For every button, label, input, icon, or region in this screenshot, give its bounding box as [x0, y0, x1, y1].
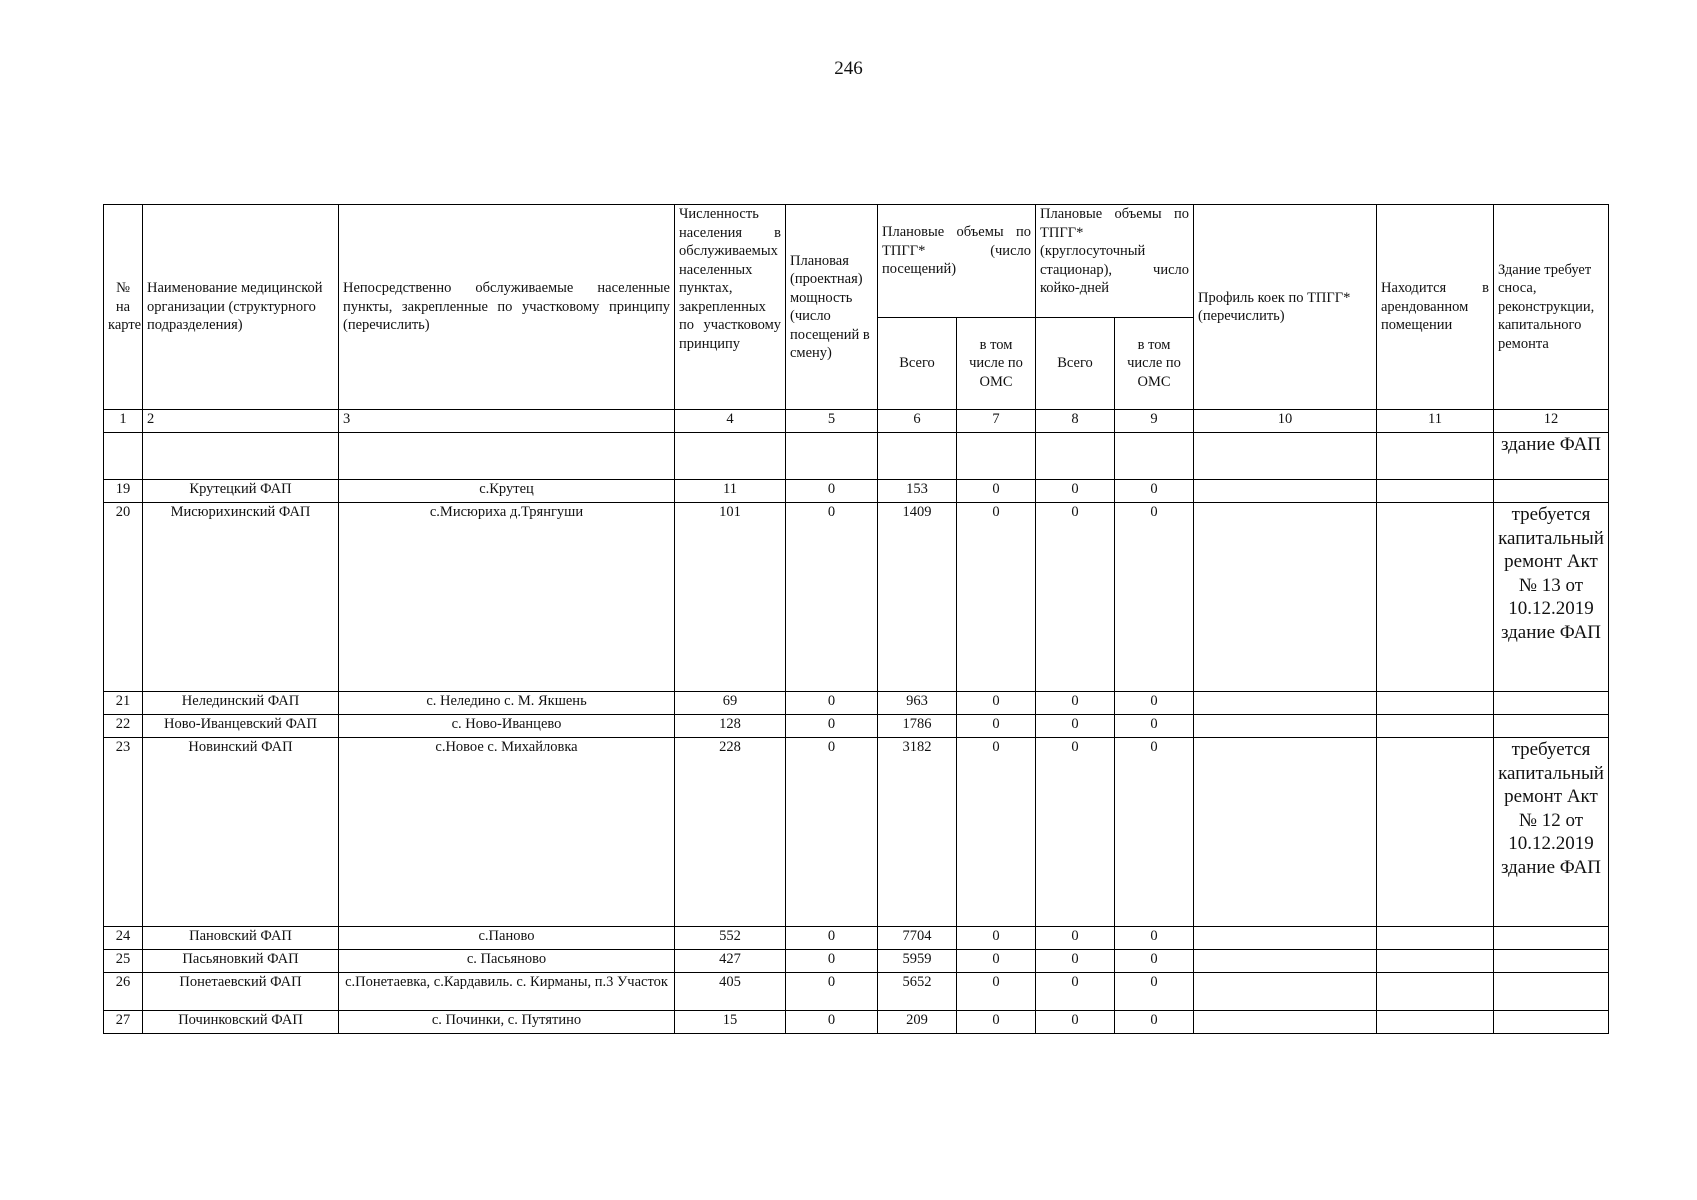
bed-profile	[1194, 927, 1377, 950]
column-number: 12	[1494, 410, 1609, 433]
visits-oms: 0	[957, 950, 1036, 973]
building-status-note	[1494, 480, 1609, 503]
building-status-note	[1494, 715, 1609, 738]
capacity: 0	[786, 1011, 878, 1034]
page-number: 246	[834, 58, 863, 79]
header-settlements: Непосредственно обслуживаемые населенные пункты, закрепленные по участковому принципу (перечислить)	[339, 205, 675, 410]
visits-oms: 0	[957, 715, 1036, 738]
population: 128	[675, 715, 786, 738]
beds-oms: 0	[1115, 950, 1194, 973]
population: 228	[675, 738, 786, 927]
table-row	[104, 950, 1609, 973]
column-number: 6	[878, 410, 957, 433]
table-row	[104, 927, 1609, 950]
beds-oms: 0	[1115, 480, 1194, 503]
capacity: 0	[786, 973, 878, 1011]
header-capacity: Плановая (проектная) мощность (число посещений в смену)	[786, 205, 878, 410]
rented	[1377, 715, 1494, 738]
organization-name: Нелединский ФАП	[143, 692, 339, 715]
header-visits-group: Плановые объемы по ТПГГ* (число посещений)	[878, 205, 1036, 318]
capacity: 0	[786, 950, 878, 973]
rented	[1377, 692, 1494, 715]
capacity: 0	[786, 480, 878, 503]
population: 552	[675, 927, 786, 950]
map-number: 24	[104, 927, 143, 950]
visits-oms: 0	[957, 480, 1036, 503]
settlements: с.Мисюриха д.Трянгуши	[339, 503, 675, 692]
population: 101	[675, 503, 786, 692]
building-status-note: требуется капитальный ремонт Акт № 13 от 10.12.2019 здание ФАП	[1494, 503, 1609, 692]
settlements: с.Крутец	[339, 480, 675, 503]
beds-total: 0	[1036, 715, 1115, 738]
header-bed-profile: Профиль коек по ТПГГ* (перечислить)	[1194, 205, 1377, 410]
bed-profile	[1194, 480, 1377, 503]
header-building-status: Здание требует сноса, реконструкции, капитального ремонта	[1494, 205, 1609, 410]
beds-oms: 0	[1115, 692, 1194, 715]
bed-profile	[1194, 738, 1377, 927]
beds-total: 0	[1036, 973, 1115, 1011]
building-status-note	[1494, 950, 1609, 973]
organization-name: Пасьяновкий ФАП	[143, 950, 339, 973]
visits-oms: 0	[957, 973, 1036, 1011]
column-number: 10	[1194, 410, 1377, 433]
building-status-note	[1494, 927, 1609, 950]
beds-total: 0	[1036, 950, 1115, 973]
organization-name: Понетаевский ФАП	[143, 973, 339, 1011]
column-number: 3	[339, 410, 675, 433]
rented	[1377, 950, 1494, 973]
visits-total: 209	[878, 1011, 957, 1034]
capacity: 0	[786, 692, 878, 715]
settlements: с. Ново-Иванцево	[339, 715, 675, 738]
capacity: 0	[786, 503, 878, 692]
continuation-row	[104, 433, 1609, 480]
visits-oms: 0	[957, 927, 1036, 950]
bed-profile	[1194, 715, 1377, 738]
organization-name: Новинский ФАП	[143, 738, 339, 927]
column-number-row	[104, 410, 1609, 433]
bed-profile	[1194, 503, 1377, 692]
header-visits-oms: в том числе по ОМС	[957, 318, 1036, 410]
column-number: 7	[957, 410, 1036, 433]
beds-oms: 0	[1115, 973, 1194, 1011]
visits-oms: 0	[957, 738, 1036, 927]
rented	[1377, 927, 1494, 950]
building-status-note: здание ФАП	[1494, 433, 1609, 480]
building-status-note	[1494, 973, 1609, 1011]
visits-total: 5959	[878, 950, 957, 973]
capacity: 0	[786, 738, 878, 927]
capacity: 0	[786, 715, 878, 738]
map-number: 26	[104, 973, 143, 1011]
settlements: с. Неледино с. М. Якшень	[339, 692, 675, 715]
organization-name: Починковский ФАП	[143, 1011, 339, 1034]
beds-oms: 0	[1115, 503, 1194, 692]
header-visits-total: Всего	[878, 318, 957, 410]
population: 405	[675, 973, 786, 1011]
population: 11	[675, 480, 786, 503]
beds-oms: 0	[1115, 1011, 1194, 1034]
column-number: 2	[143, 410, 339, 433]
map-number: 23	[104, 738, 143, 927]
population: 15	[675, 1011, 786, 1034]
header-map-number: № на карте	[104, 205, 143, 410]
column-number: 11	[1377, 410, 1494, 433]
visits-oms: 0	[957, 692, 1036, 715]
map-number: 20	[104, 503, 143, 692]
organization-name: Крутецкий ФАП	[143, 480, 339, 503]
visits-oms: 0	[957, 1011, 1036, 1034]
rented	[1377, 1011, 1494, 1034]
beds-total: 0	[1036, 480, 1115, 503]
column-number: 8	[1036, 410, 1115, 433]
settlements: с.Паново	[339, 927, 675, 950]
header-organization: Наименование медицинской организации (структурного подразделения)	[143, 205, 339, 410]
visits-total: 3182	[878, 738, 957, 927]
beds-oms: 0	[1115, 715, 1194, 738]
map-number: 19	[104, 480, 143, 503]
beds-total: 0	[1036, 503, 1115, 692]
organization-name: Пановский ФАП	[143, 927, 339, 950]
table-row	[104, 973, 1609, 1011]
rented	[1377, 503, 1494, 692]
rented	[1377, 480, 1494, 503]
column-number: 1	[104, 410, 143, 433]
beds-total: 0	[1036, 692, 1115, 715]
bed-profile	[1194, 950, 1377, 973]
visits-oms: 0	[957, 503, 1036, 692]
bed-profile	[1194, 1011, 1377, 1034]
table-row	[104, 715, 1609, 738]
beds-total: 0	[1036, 738, 1115, 927]
header-beds-total: Всего	[1036, 318, 1115, 410]
organization-name: Мисюрихинский ФАП	[143, 503, 339, 692]
visits-total: 7704	[878, 927, 957, 950]
visits-total: 1786	[878, 715, 957, 738]
settlements: с.Новое с. Михайловка	[339, 738, 675, 927]
building-status-note	[1494, 692, 1609, 715]
table-row	[104, 480, 1609, 503]
visits-total: 153	[878, 480, 957, 503]
bed-profile	[1194, 692, 1377, 715]
map-number: 25	[104, 950, 143, 973]
building-status-note: требуется капитальный ремонт Акт № 12 от 10.12.2019 здание ФАП	[1494, 738, 1609, 927]
map-number: 27	[104, 1011, 143, 1034]
visits-total: 5652	[878, 973, 957, 1011]
bed-profile	[1194, 973, 1377, 1011]
beds-total: 0	[1036, 1011, 1115, 1034]
settlements: с.Понетаевка, с.Кардавиль. с. Кирманы, п.3 Участок	[339, 973, 675, 1011]
facilities-table	[103, 204, 1609, 1034]
visits-total: 1409	[878, 503, 957, 692]
population: 69	[675, 692, 786, 715]
rented	[1377, 738, 1494, 927]
beds-oms: 0	[1115, 927, 1194, 950]
column-number: 5	[786, 410, 878, 433]
beds-oms: 0	[1115, 738, 1194, 927]
building-status-note	[1494, 1011, 1609, 1034]
organization-name: Ново-Иванцевский ФАП	[143, 715, 339, 738]
table-row	[104, 503, 1609, 692]
column-number: 9	[1115, 410, 1194, 433]
map-number: 22	[104, 715, 143, 738]
table-row	[104, 692, 1609, 715]
population: 427	[675, 950, 786, 973]
settlements: с. Пасьяново	[339, 950, 675, 973]
header-rented: Находится в арендованном помещении	[1377, 205, 1494, 410]
header-hospital-group: Плановые объемы по ТПГГ* (круглосуточный стационар), число койко-дней	[1036, 205, 1194, 318]
column-number: 4	[675, 410, 786, 433]
map-number: 21	[104, 692, 143, 715]
header-population: Численность населения в обслуживаемых населенных пунктах, закрепленных по участковому принципу	[675, 205, 786, 410]
header-beds-oms: в том числе по ОМС	[1115, 318, 1194, 410]
table-row	[104, 738, 1609, 927]
header-row	[104, 205, 1609, 318]
beds-total: 0	[1036, 927, 1115, 950]
capacity: 0	[786, 927, 878, 950]
visits-total: 963	[878, 692, 957, 715]
table-row	[104, 1011, 1609, 1034]
settlements: с. Починки, с. Путятино	[339, 1011, 675, 1034]
rented	[1377, 973, 1494, 1011]
